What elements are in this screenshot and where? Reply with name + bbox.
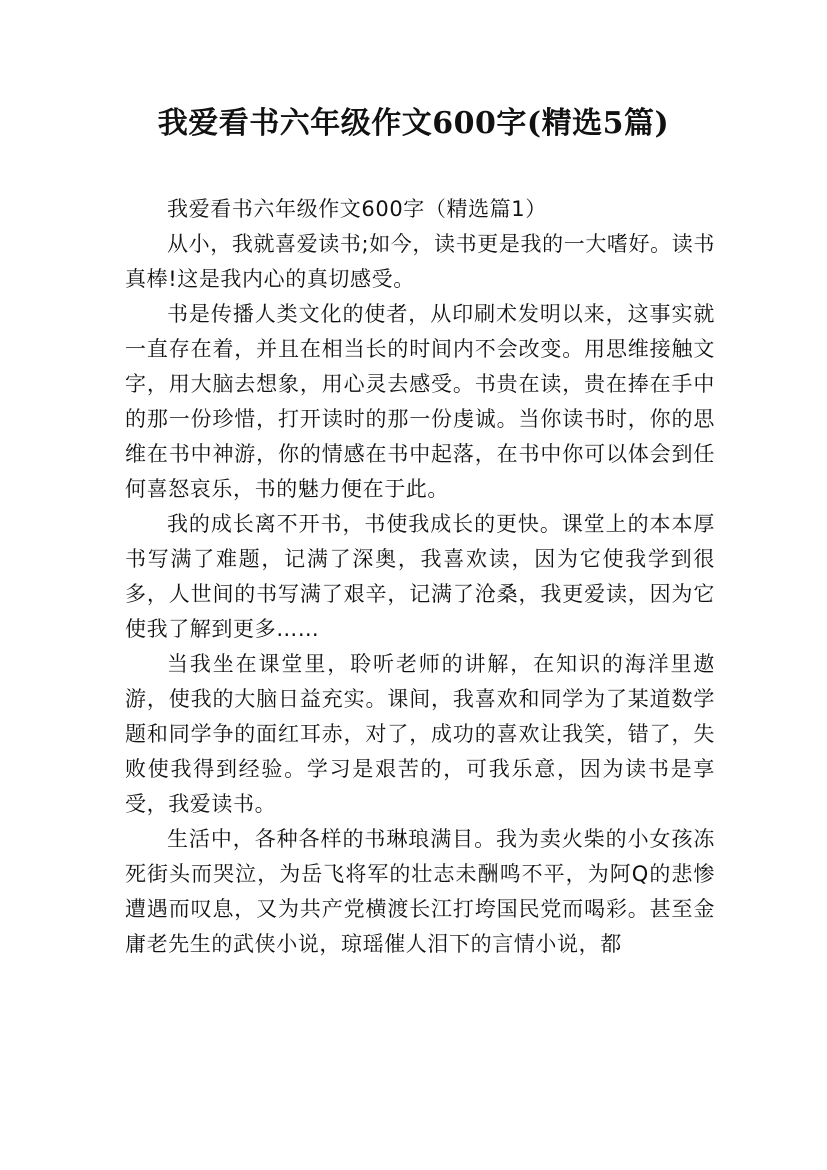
section-heading: 我爱看书六年级作文600字（精选篇1）: [167, 197, 547, 221]
paragraph-4: 当我坐在课堂里，聆听老师的讲解，在知识的海洋里遨游，使我的大脑日益充实。课间，我喜欢和同学为了某道数学题和同学争的面红耳赤，对了，成功的喜欢让我笑，错了，失败使我得到经验。学习是艰苦的，可我乐意，因为读书是享受，我爱读书。: [125, 652, 715, 816]
paragraph-2: 书是传播人类文化的使者，从印刷术发明以来，这事实就一直存在着，并且在相当长的时间内不会改变。用思维接触文字，用大脑去想象，用心灵去感受。书贵在读，贵在捧在手中的那一份珍惜，打开读时的那一份虔诚。当你读书时，你的思维在书中神游，你的情感在书中起落，在书中你可以体会到任何喜怒哀乐，书的魅力便在于此。: [125, 302, 715, 501]
paragraph-5: 生活中，各种各样的书琳琅满目。我为卖火柴的小女孩冻死街头而哭泣，为岳飞将军的壮志未酬鸣不平，为阿Q的悲惨遭遇而叹息，又为共产党横渡长江打垮国民党而喝彩。甚至金庸老先生的武侠小说，琼瑶催人泪下的言情小说，都: [125, 827, 715, 956]
paragraph-1: 从小，我就喜爱读书;如今，读书更是我的一大嗜好。读书真棒!这是我内心的真切感受。: [125, 232, 715, 291]
paragraph-3: 我的成长离不开书，书使我成长的更快。课堂上的本本厚书写满了难题，记满了深奥，我喜欢读，因为它使我学到很多，人世间的书写满了艰辛，记满了沧桑，我更爱读，因为它使我了解到更多……: [125, 512, 715, 641]
document-body: [125, 192, 715, 962]
document-title: 我爱看书六年级作文600字(精选5篇): [157, 106, 670, 141]
